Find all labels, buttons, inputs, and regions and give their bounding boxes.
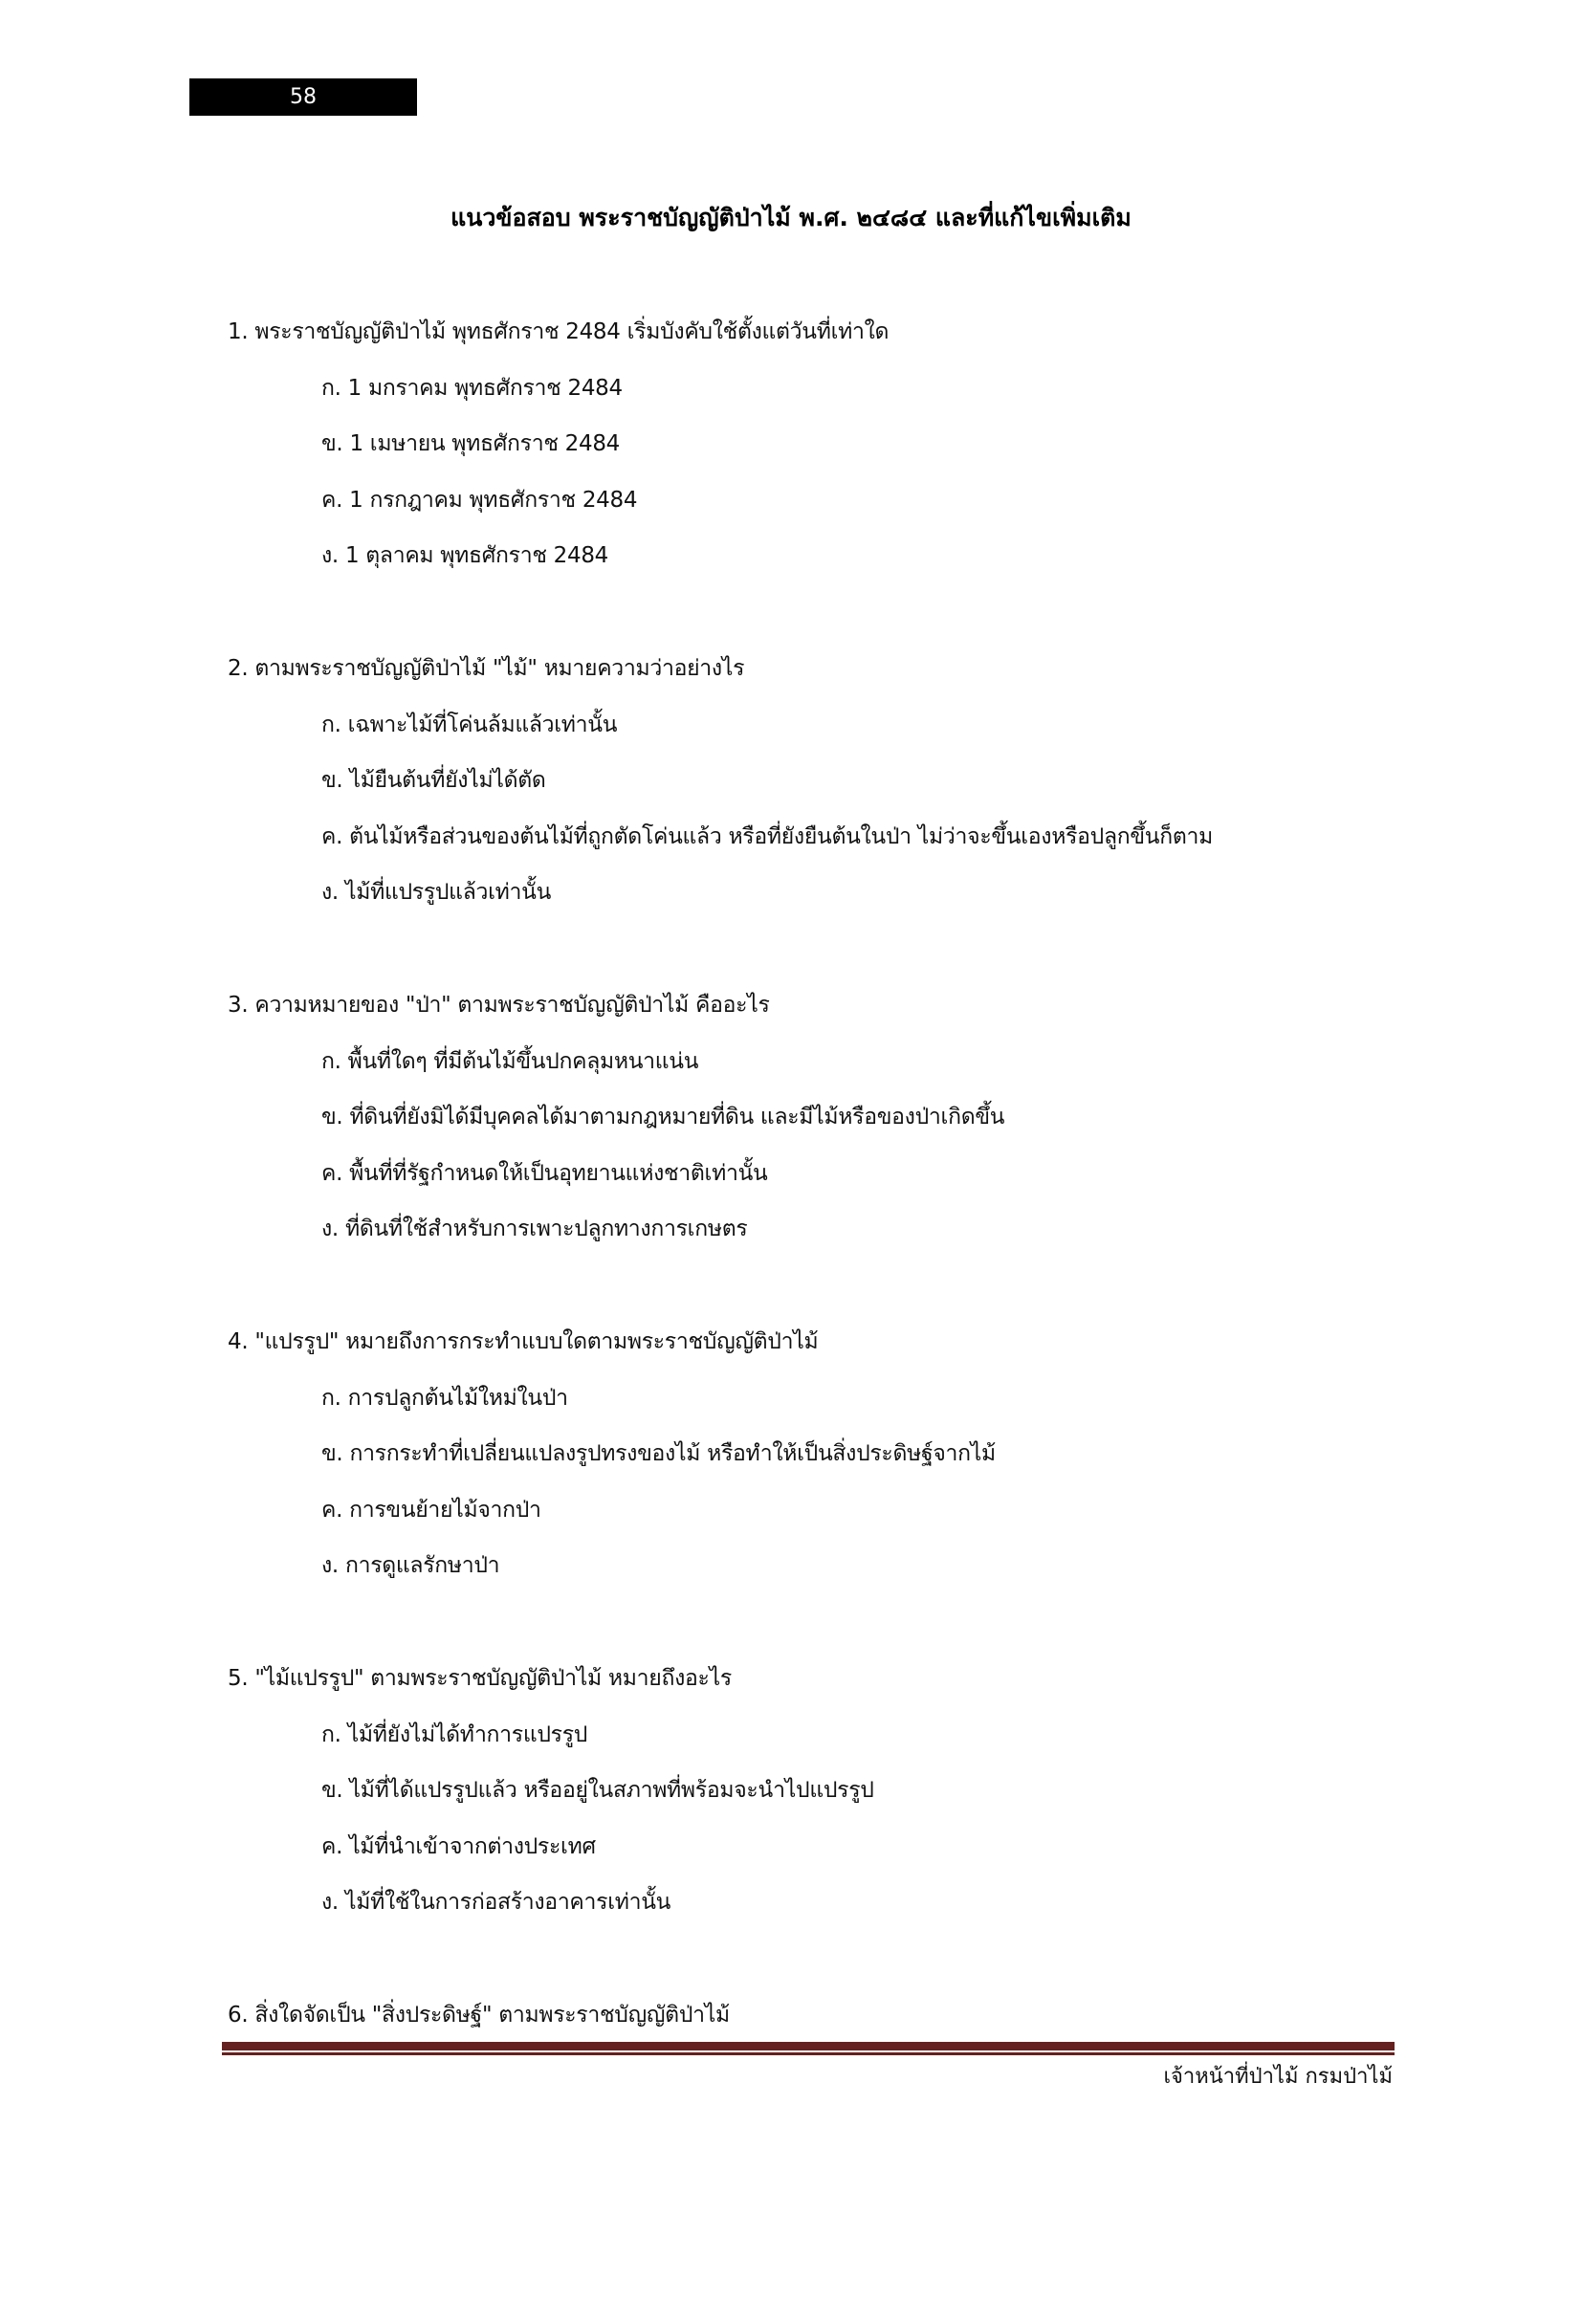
question-4: [228, 1314, 1433, 1651]
question-text: 6. สิ่งใดจัดเป็น "สิ่งประดิษฐ์" ตามพระราชบัญญัติป่าไม้: [228, 2003, 730, 2028]
option-b: ข. 1 เมษายน พุทธศักราช 2484: [321, 431, 621, 457]
option-d: ง. การดูแลรักษาป่า: [321, 1553, 500, 1579]
option-a: ก. เฉพาะไม้ที่โค่นล้มแล้วเท่านั้น: [321, 712, 618, 737]
option-d: ง. ไม้ที่ใช้ในการก่อสร้างอาคารเท่านั้น: [321, 1890, 671, 1916]
option-a: ก. 1 มกราคม พุทธศักราช 2484: [321, 375, 623, 401]
document-title: แนวข้อสอบ พระราชบัญญัติป่าไม้ พ.ศ. ๒๔๘๔ และที่แก้ไขเพิ่มเติม: [450, 204, 1132, 231]
question-3: [228, 977, 1433, 1314]
option-c: ค. ไม้ที่นำเข้าจากต่างประเทศ: [321, 1833, 596, 1859]
question-6: [228, 1987, 1433, 2324]
option-a: ก. พื้นที่ใดๆ ที่มีต้นไม้ขึ้นปกคลุมหนาแน่น: [321, 1048, 699, 1074]
option-c: ค. การขนย้ายไม้จากป่า: [321, 1497, 541, 1523]
option-c: ค. 1 กรกฎาคม พุทธศักราช 2484: [321, 487, 638, 513]
option-d: ง. 1 ตุลาคม พุทธศักราช 2484: [321, 543, 609, 569]
question-text: 5. "ไม้แปรรูป" ตามพระราชบัญญัติป่าไม้ หมายถึงอะไร: [228, 1666, 732, 1691]
page-number-box: [189, 78, 417, 116]
footer-rule-thin: [222, 2052, 1395, 2055]
footer-department: เจ้าหน้าที่ป่าไม้ กรมป่าไม้: [1163, 2065, 1393, 2089]
question-text: 4. "แปรรูป" หมายถึงการกระทำแบบใดตามพระราชบัญญัติป่าไม้: [228, 1329, 819, 1354]
question-text: 1. พระราชบัญญัติป่าไม้ พุทธศักราช 2484 เริ่มบังคับใช้ตั้งแต่วันที่เท่าใด: [228, 319, 890, 344]
option-a: ก. ไม้ที่ยังไม่ได้ทำการแปรรูป: [321, 1721, 588, 1747]
option-c: ค. พื้นที่ที่รัฐกำหนดให้เป็นอุทยานแห่งชาติเท่านั้น: [321, 1160, 768, 1186]
option-b: ข. ที่ดินที่ยังมิได้มีบุคคลได้มาตามกฎหมายที่ดิน และมีไม้หรือของป่าเกิดขึ้น: [321, 1105, 1005, 1130]
option-a: ก. การปลูกต้นไม้ใหม่ในป่า: [321, 1385, 568, 1411]
option-d: ง. ไม้ที่แปรรูปแล้วเท่านั้น: [321, 880, 551, 906]
question-5: [228, 1651, 1433, 1987]
page-number: 58: [290, 85, 317, 109]
option-c: ค. ต้นไม้หรือส่วนของต้นไม้ที่ถูกตัดโค่นแล้ว หรือที่ยังยืนต้นในป่า ไม่ว่าจะขึ้นเองหรือปลูกขึ้นก็ตาม: [321, 823, 1213, 849]
question-text: 2. ตามพระราชบัญญัติป่าไม้ "ไม้" หมายความว่าอย่างไร: [228, 656, 745, 681]
option-b: ข. ไม้ที่ได้แปรรูปแล้ว หรืออยู่ในสภาพที่พร้อมจะนำไปแปรรูป: [321, 1778, 874, 1804]
option-b: ข. ไม้ยืนต้นที่ยังไม่ได้ตัด: [321, 768, 546, 794]
footer-rule-thick: [222, 2042, 1395, 2050]
question-text: 3. ความหมายของ "ป่า" ตามพระราชบัญญัติป่าไม้ คืออะไร: [228, 993, 770, 1018]
option-d: ง. ที่ดินที่ใช้สำหรับการเพาะปลูกทางการเกษตร: [321, 1217, 748, 1242]
question-2: [228, 641, 1433, 977]
question-list: [228, 304, 1433, 2324]
question-1: [228, 304, 1433, 641]
option-b: ข. การกระทำที่เปลี่ยนแปลงรูปทรงของไม้ หรือทำให้เป็นสิ่งประดิษฐ์จากไม้: [321, 1441, 996, 1467]
